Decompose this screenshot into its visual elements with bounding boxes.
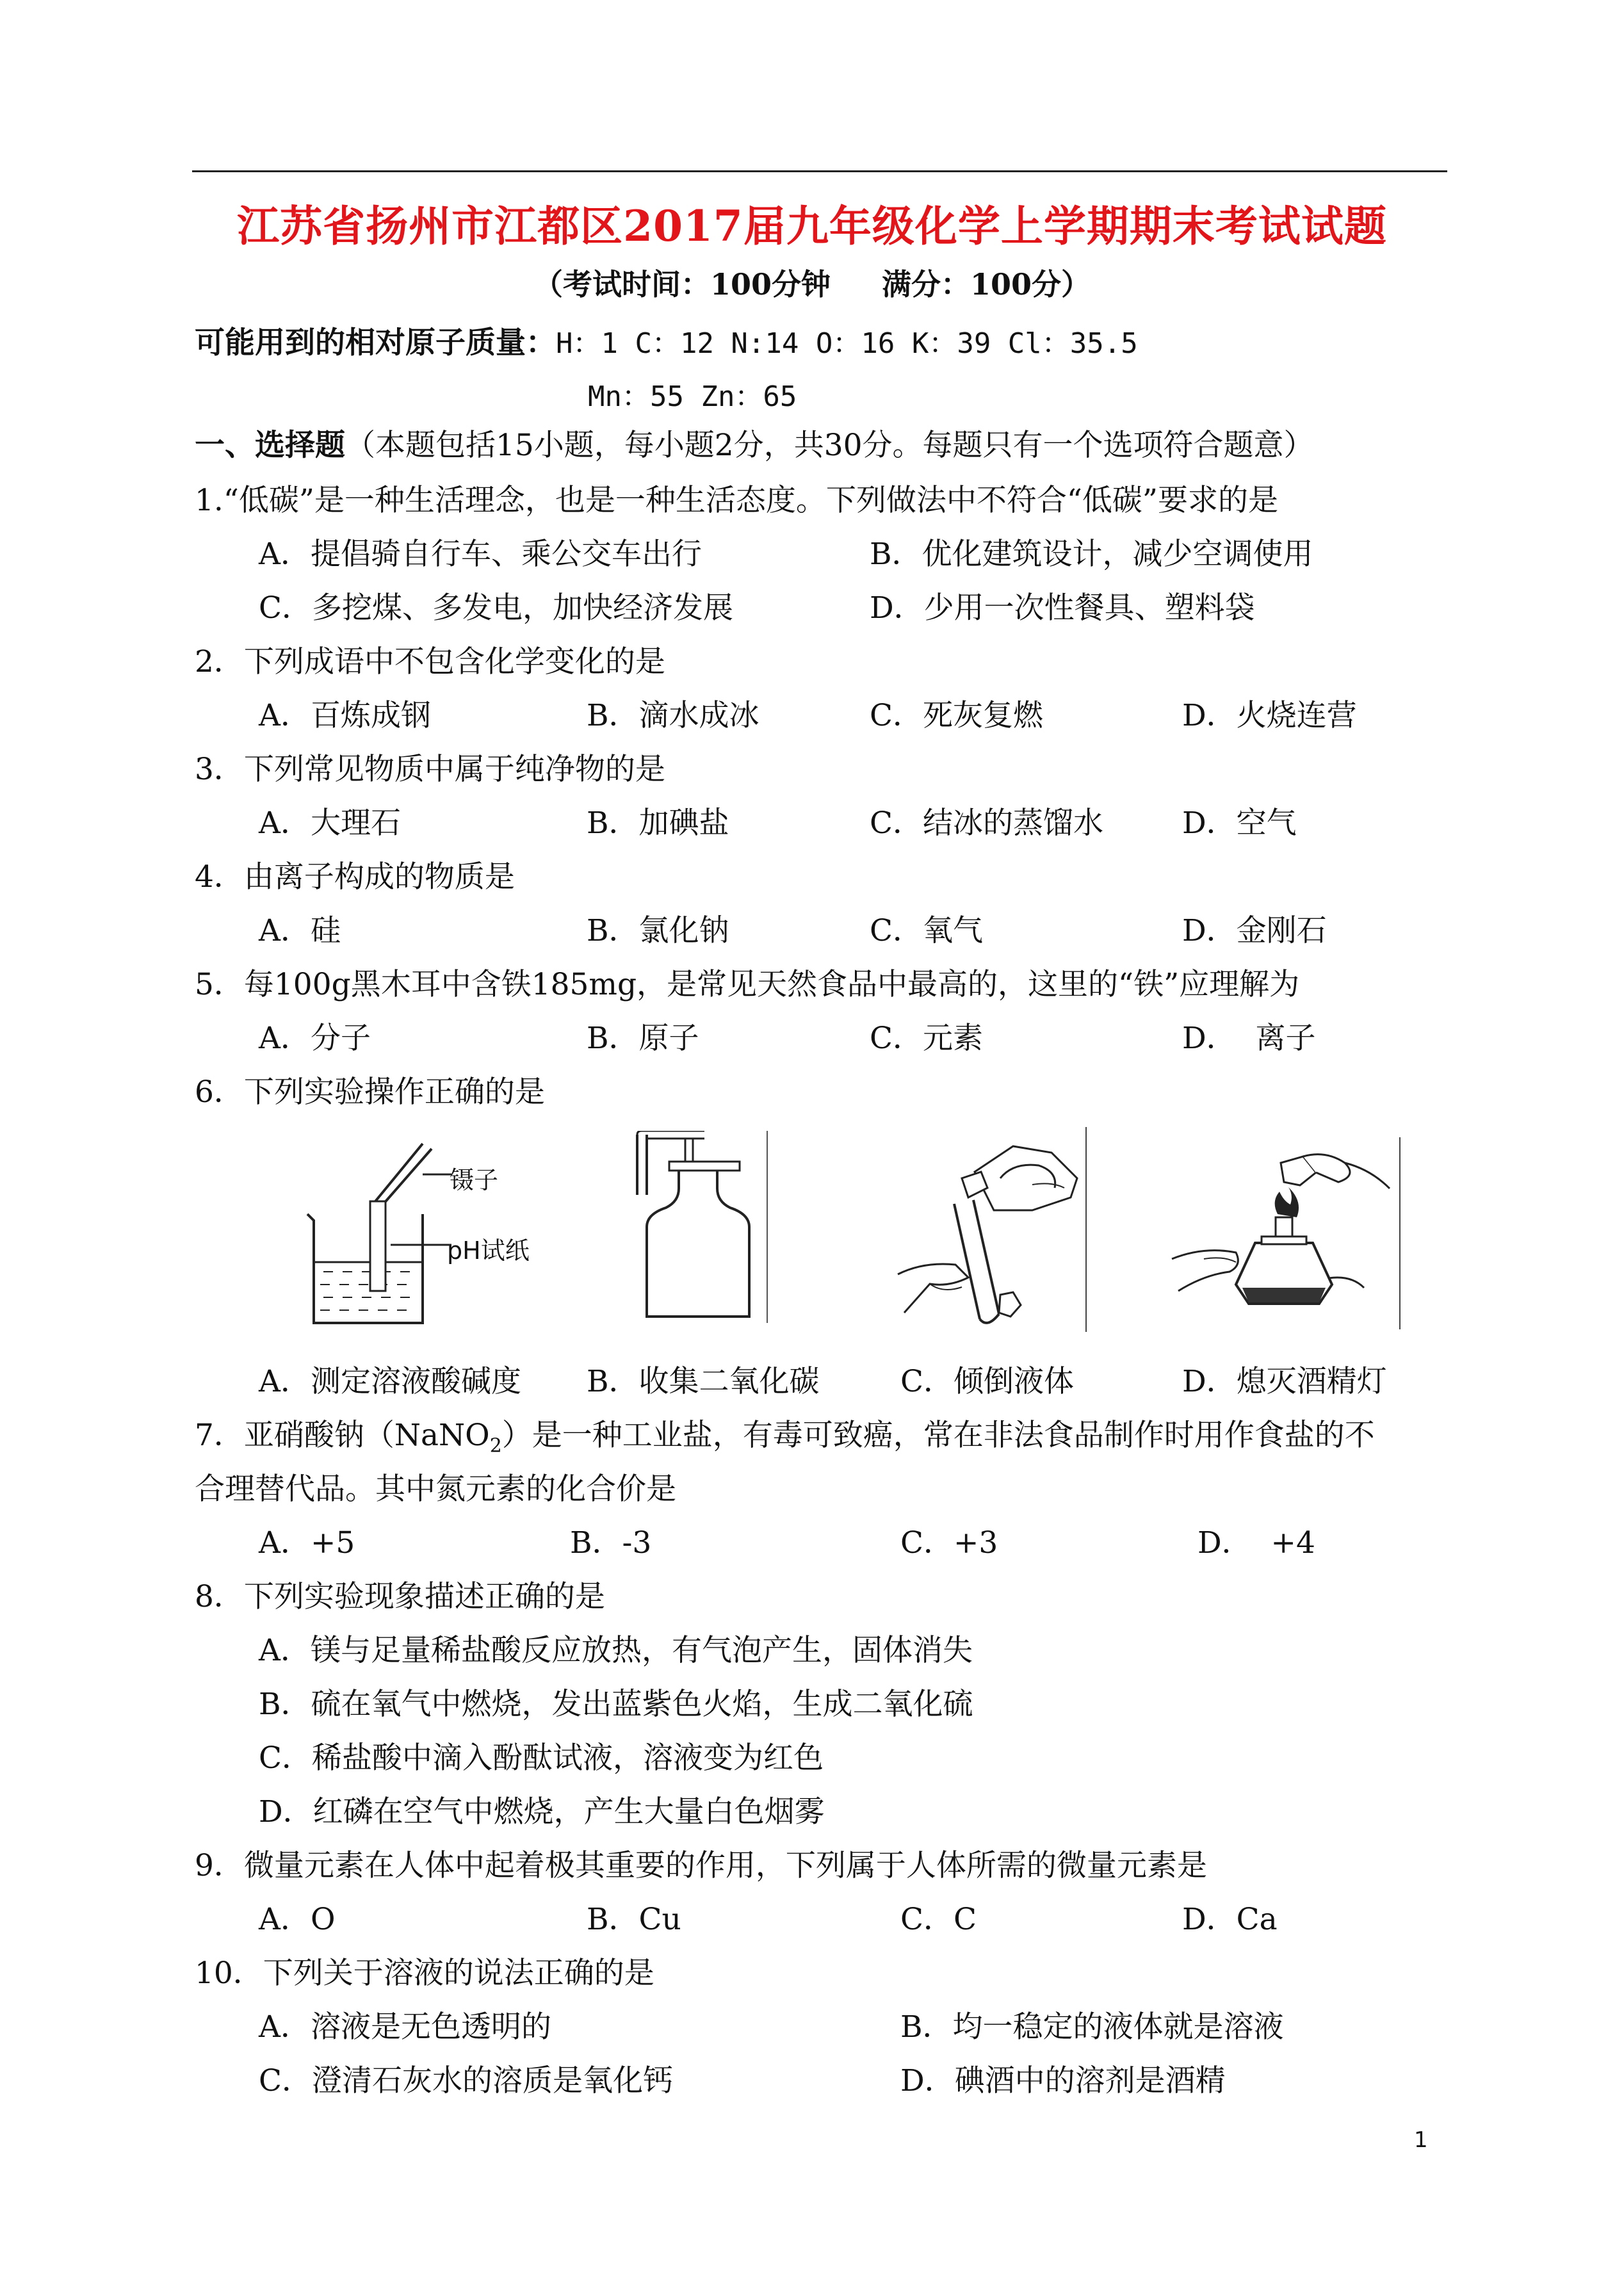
q4-option-b: B．氯化钠	[587, 913, 729, 948]
figure-ph-test	[295, 1137, 538, 1329]
q1-option-d: D．少用一次性餐具、塑料袋	[870, 590, 1255, 626]
q7-option-d: D． +4	[1198, 1525, 1315, 1561]
q2-option-c: C．死灰复燃	[870, 698, 1043, 733]
q7-stem-pre: 7．亚硝酸钠（NaNO	[195, 1418, 490, 1453]
q5-option-d: D． 离子	[1182, 1021, 1316, 1056]
q8-option-b: B．硫在氧气中燃烧，发出蓝紫色火焰，生成二氧化硫	[259, 1687, 973, 1722]
q6-stem: 6．下列实验操作正确的是	[195, 1075, 545, 1110]
exam-title: 江苏省扬州市江都区2017届九年级化学上学期期末考试试题	[237, 201, 1387, 251]
q9-option-d: D．Ca	[1182, 1902, 1278, 1937]
q7-option-a: A．+5	[259, 1525, 355, 1561]
q8-option-c: C．稀盐酸中滴入酚酞试液，溶液变为红色	[259, 1740, 824, 1776]
q10-option-a: A．溶液是无色透明的	[259, 2009, 551, 2045]
exam-time: （考试时间：100分钟	[533, 267, 831, 302]
q4-stem: 4．由离子构成的物质是	[195, 859, 515, 895]
section-desc: （本题包括15小题，每小题2分，共30分。每题只有一个选项符合题意）	[345, 428, 1314, 463]
q10-option-d: D．碘酒中的溶剂是酒精	[900, 2063, 1226, 2098]
q2-stem: 2．下列成语中不包含化学变化的是	[195, 644, 665, 679]
q3-option-d: D．空气	[1182, 806, 1297, 841]
q10-option-c: C．澄清石灰水的溶质是氧化钙	[259, 2063, 673, 2098]
q2-option-d: D．火烧连营	[1182, 698, 1357, 733]
q5-stem: 5．每100g黑木耳中含铁185mg，是常见天然食品中最高的，这里的“铁”应理解为	[195, 967, 1300, 1002]
q7-option-c: C．+3	[900, 1525, 998, 1561]
q1-option-a: A．提倡骑自行车、乘公交车出行	[259, 537, 702, 572]
atomic-mass-values-2: Mn：55 Zn：65	[588, 380, 797, 413]
q9-stem: 9．微量元素在人体中起着极其重要的作用，下列属于人体所需的微量元素是	[195, 1848, 1207, 1883]
q1-option-b: B．优化建筑设计，减少空调使用	[870, 537, 1313, 572]
exam-score: 满分：100分）	[882, 267, 1091, 302]
q7-stem	[195, 1420, 1375, 1456]
section-heading	[195, 428, 1314, 463]
exam-subtitle	[0, 261, 1624, 304]
q5-option-b: B．原子	[587, 1021, 699, 1056]
q7-stem-subscript: 2	[489, 1434, 502, 1457]
q10-stem: 10．下列关于溶液的说法正确的是	[195, 1956, 654, 1991]
q7-stem-post: ）是一种工业盐，有毒可致癌，常在非法食品制作时用作食盐的不	[501, 1418, 1375, 1453]
q2-option-a: A．百炼成钢	[259, 698, 431, 733]
q4-option-a: A．硅	[259, 913, 341, 948]
atomic-mass-values-1: H：1 C：12 N:14 O：16 K：39 Cl：35.5	[556, 327, 1138, 360]
q7-stem-line2: 合理替代品。其中氮元素的化合价是	[195, 1472, 676, 1507]
q6-option-c: C．倾倒液体	[900, 1364, 1074, 1399]
figure-alcohol-lamp	[1165, 1137, 1409, 1329]
q9-option-c: C．C	[900, 1902, 977, 1937]
q8-option-a: A．镁与足量稀盐酸反应放热，有气泡产生，固体消失	[259, 1633, 973, 1668]
q4-option-d: D．金刚石	[1182, 913, 1327, 948]
q3-option-b: B．加碘盐	[587, 806, 729, 841]
page-number: 1	[1414, 2127, 1428, 2153]
alcohol-lamp-diagram	[1165, 1137, 1409, 1329]
figure-gas-bottle	[621, 1131, 775, 1329]
figure-pouring-liquid	[885, 1127, 1090, 1338]
q7-option-b: B．-3	[570, 1525, 652, 1561]
q9-option-b: B．Cu	[587, 1902, 681, 1937]
ph-paper-label: pH试纸	[447, 1237, 530, 1265]
q3-option-a: A．大理石	[259, 806, 401, 841]
q3-option-c: C．结冰的蒸馏水	[870, 806, 1103, 841]
header-rule	[192, 170, 1447, 172]
q2-option-b: B．滴水成冰	[587, 698, 759, 733]
tweezers-label: 镊子	[450, 1166, 499, 1194]
q10-option-b: B．均一稳定的液体就是溶液	[900, 2009, 1284, 2045]
pouring-diagram	[885, 1127, 1090, 1338]
section-label: 一、选择题	[195, 428, 345, 463]
q5-option-a: A．分子	[259, 1021, 371, 1056]
q1-option-c: C．多挖煤、多发电，加快经济发展	[259, 590, 733, 626]
q8-option-d: D．红磷在空气中燃烧，产生大量白色烟雾	[259, 1794, 825, 1829]
gas-bottle-diagram	[621, 1131, 775, 1329]
q4-option-c: C．氧气	[870, 913, 983, 948]
q6-option-b: B．收集二氧化碳	[587, 1364, 820, 1399]
q6-option-d: D．熄灭酒精灯	[1182, 1364, 1387, 1399]
atomic-mass-line1	[195, 325, 1138, 361]
q6-option-a: A．测定溶液酸碱度	[259, 1364, 521, 1399]
q5-option-c: C．元素	[870, 1021, 983, 1056]
q8-stem: 8．下列实验现象描述正确的是	[195, 1579, 605, 1614]
q9-option-a: A．O	[259, 1902, 336, 1937]
q3-stem: 3．下列常见物质中属于纯净物的是	[195, 752, 665, 787]
atomic-mass-label: 可能用到的相对原子质量：	[195, 325, 556, 361]
q1-stem: 1.“低碳”是一种生活理念，也是一种生活态度。下列做法中不符合“低碳”要求的是	[195, 483, 1278, 518]
